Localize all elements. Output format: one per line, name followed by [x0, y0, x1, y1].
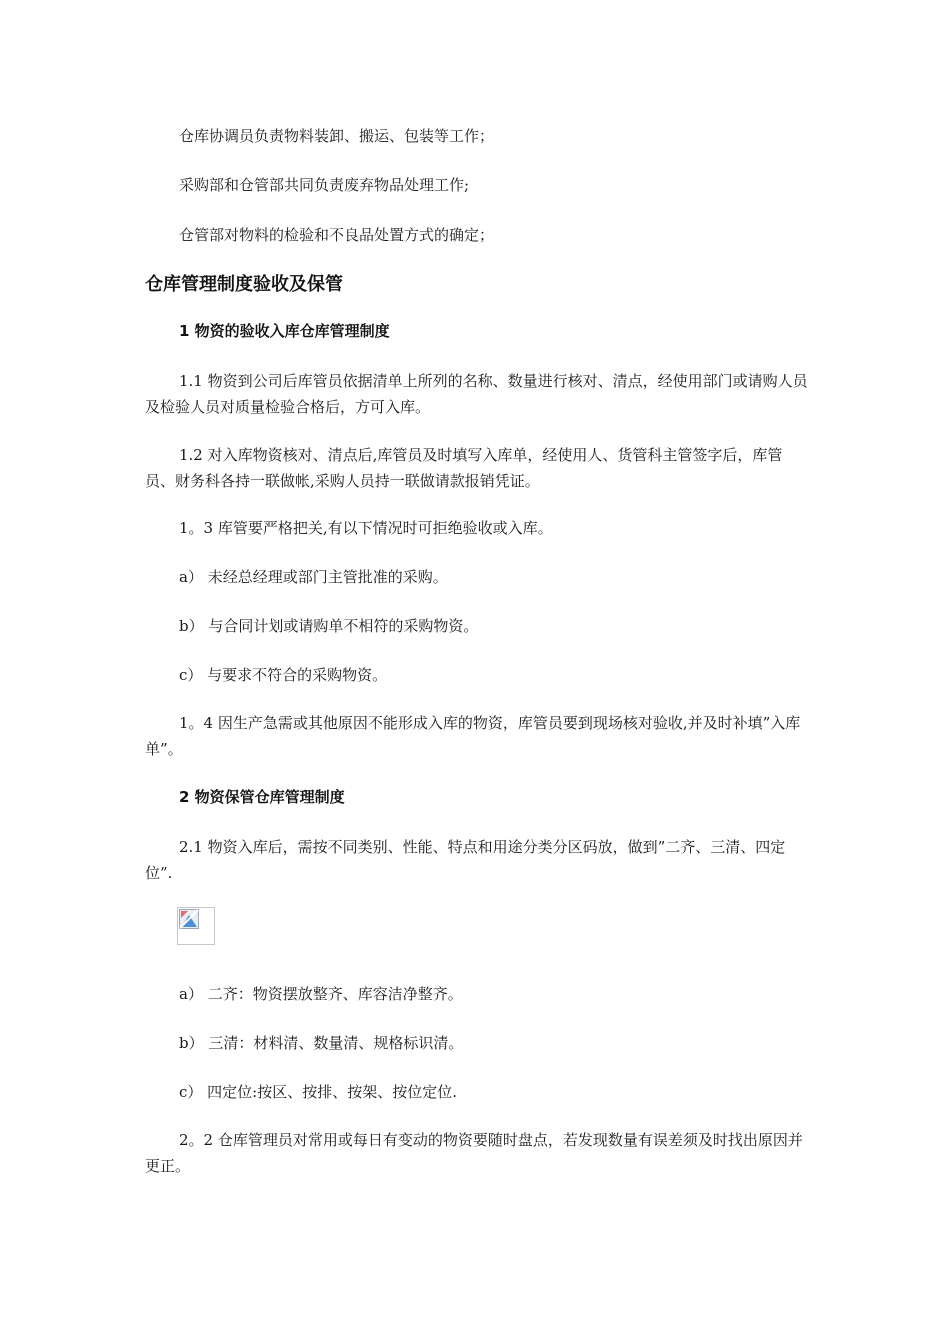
- list-item-1-b: b） 与合同计划或请购单不相符的采购物资。: [179, 617, 479, 635]
- paragraph-2-1: 2.1 物资入库后，需按不同类别、性能、特点和用途分类分区码放，做到”二齐、三清、四定位”.: [145, 838, 786, 882]
- list-item-1-c: c） 与要求不符合的采购物资。: [179, 666, 388, 684]
- paragraph-1-1: 1.1 物资到公司后库管员依据清单上所列的名称、数量进行核对、清点，经使用部门或请购人员及检验人员对质量检验合格后，方可入库。: [145, 372, 808, 416]
- paragraph-1-2: 1.2 对入库物资核对、清点后,库管员及时填写入库单，经使用人、货管科主管签字后，库管员、财务科各持一联做帐,采购人员持一联做请款报销凭证。: [145, 446, 783, 490]
- subsection-heading-storage: 2 物资保管仓库管理制度: [179, 788, 345, 806]
- paragraph-coordinator-duty: 仓库协调员负责物料装卸、搬运、包装等工作；: [179, 127, 495, 145]
- list-item-1-a: a） 未经总经理或部门主管批准的采购。: [179, 568, 448, 586]
- paragraph-disposal-duty: 采购部和仓管部共同负责废弃物品处理工作;: [179, 176, 470, 194]
- section-title: 仓库管理制度验收及保管: [145, 274, 343, 295]
- broken-image-icon: [179, 909, 199, 929]
- list-item-2-b: b） 三清：材料清、数量清、规格标识清。: [179, 1034, 464, 1052]
- paragraph-1-3: 1。3 库管要严格把关,有以下情况时可拒绝验收或入库。: [179, 519, 553, 537]
- subsection-heading-acceptance: 1 物资的验收入库仓库管理制度: [179, 322, 390, 340]
- paragraph-inspection-duty: 仓管部对物料的检验和不良品处置方式的确定；: [179, 226, 495, 244]
- paragraph-1-4: 1。4 因生产急需或其他原因不能形成入库的物资，库管员要到现场核对验收,并及时补填”入库单”。: [145, 714, 801, 758]
- list-item-2-a: a） 二齐：物资摆放整齐、库容洁净整齐。: [179, 985, 463, 1003]
- list-item-2-c: c） 四定位:按区、按排、按架、按位定位.: [179, 1083, 457, 1101]
- image-placeholder: [177, 907, 215, 945]
- paragraph-2-2: 2。2 仓库管理员对常用或每日有变动的物资要随时盘点，若发现数量有误差须及时找出原因并更正。: [145, 1131, 803, 1175]
